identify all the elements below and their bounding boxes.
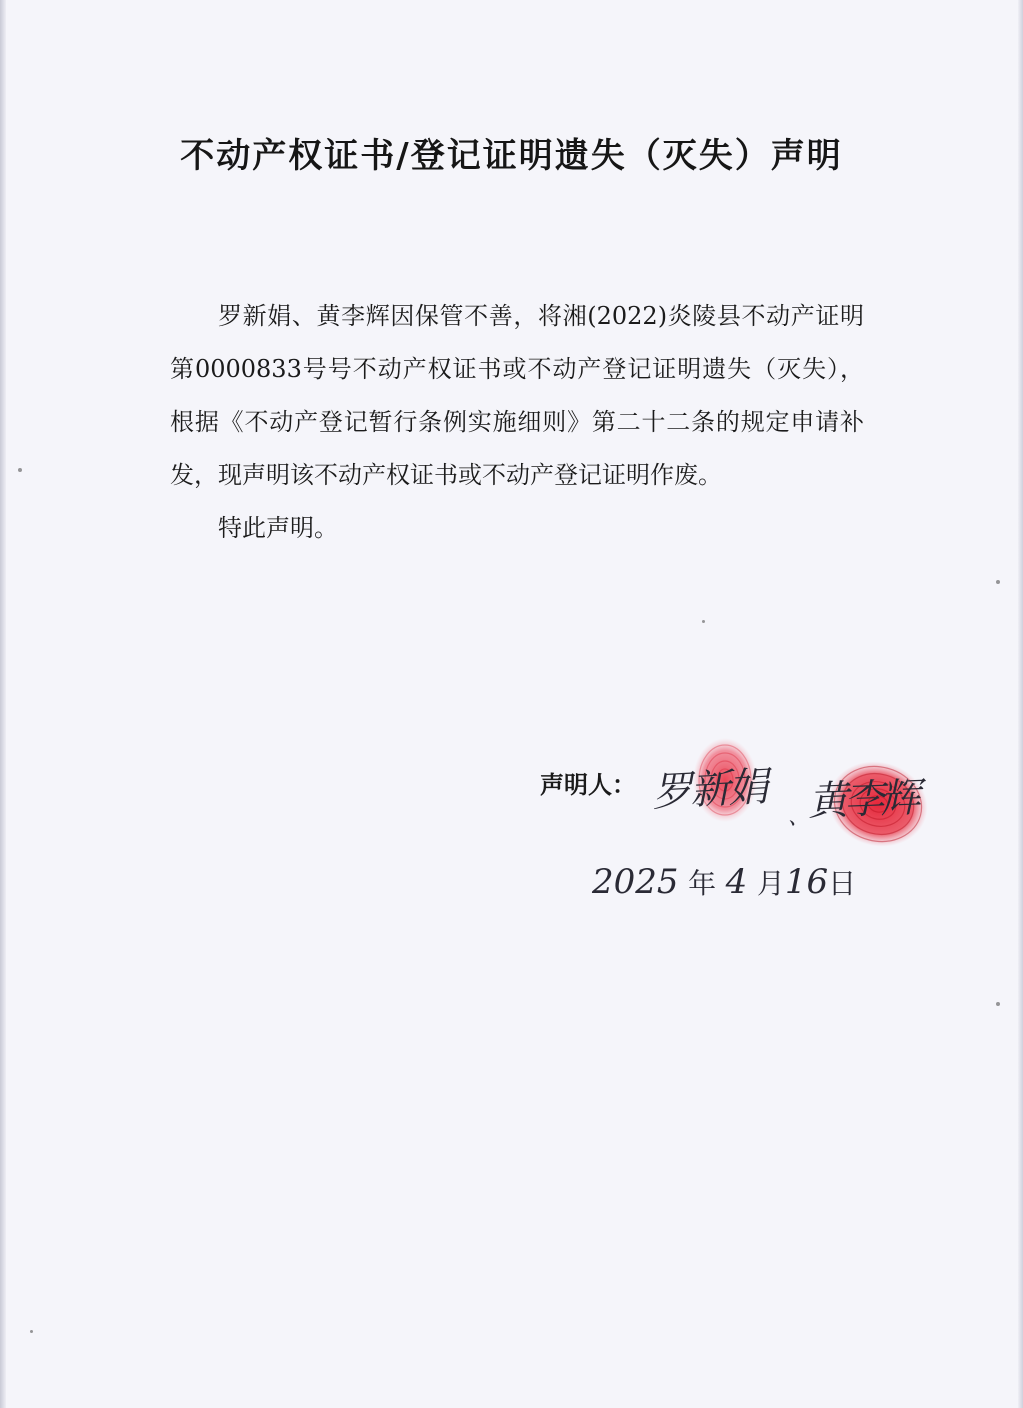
declarant-label: 声明人：	[540, 771, 636, 799]
date-month: 4	[725, 862, 748, 902]
scan-speck	[996, 580, 1000, 584]
scan-speck	[702, 620, 705, 623]
closing-paragraph: 特此声明。	[218, 514, 338, 542]
signature-signer-2: 黄李辉	[807, 775, 917, 825]
document-title: 不动产权证书/登记证明遗失（灭失）声明	[180, 136, 843, 176]
scan-speck	[996, 1002, 1000, 1006]
date-day: 16	[784, 862, 829, 902]
declaration-paragraph: 罗新娟、黄李辉因保管不善，将湘(2022)炎陵县不动产证明第0000833号号不动产权证书或不动产登记证明遗失（灭失），根据《不动产登记暂行条例实施细则》第二十二条的规定申请补发，现声明该不动产权证书或不动产登记证明作废。	[170, 302, 864, 489]
date-day-unit: 日	[828, 867, 857, 900]
date-month-unit: 月	[756, 867, 785, 900]
scan-speck	[18, 468, 22, 472]
date-year-unit: 年	[688, 867, 717, 900]
scan-edge-right	[1018, 0, 1023, 1408]
scan-speck	[30, 1330, 33, 1333]
signature-signer-1: 罗新娟	[651, 764, 768, 816]
scan-edge-left	[0, 0, 6, 1408]
date-year: 2025	[592, 862, 679, 902]
signature-separator: 、	[788, 805, 811, 830]
signature-date	[592, 862, 856, 902]
declaration-body	[170, 290, 864, 555]
